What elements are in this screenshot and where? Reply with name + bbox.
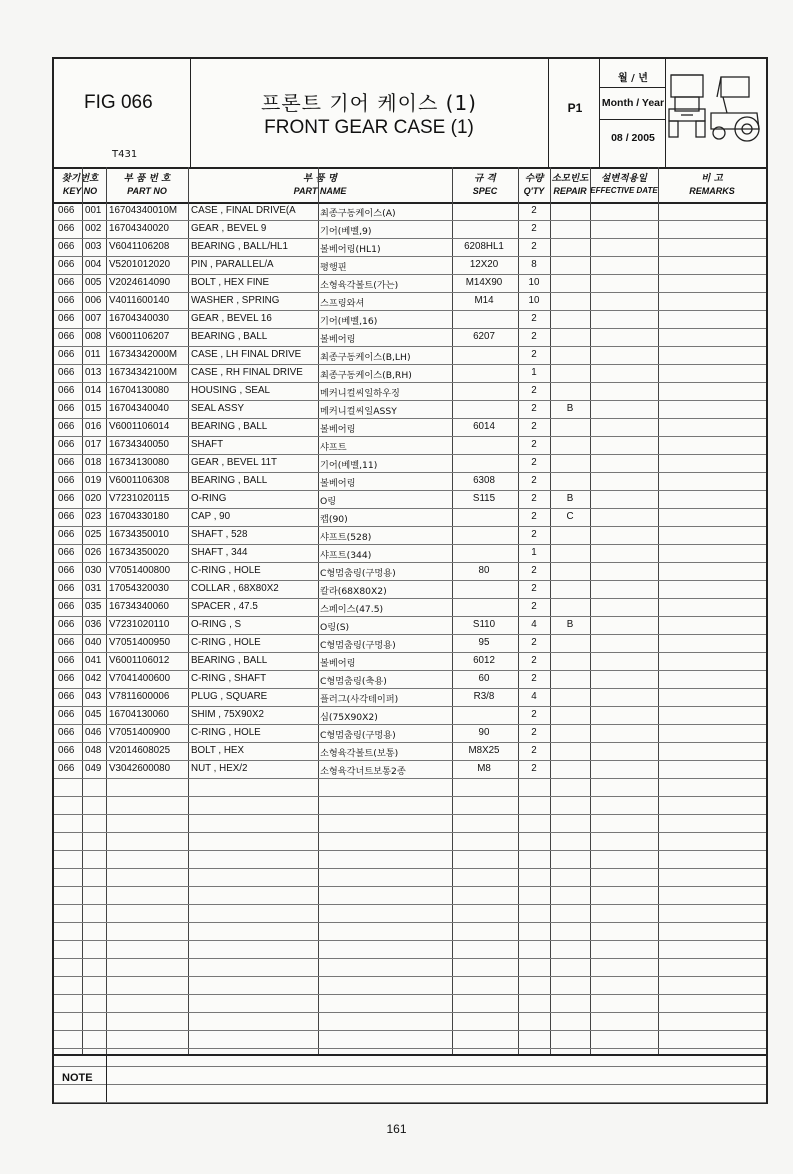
note-divider [106, 1056, 107, 1102]
cell-key: 018 [85, 457, 102, 468]
header-divider [665, 59, 666, 167]
cell-fig: 066 [58, 259, 75, 270]
cell-part: 16704130080 [109, 385, 169, 396]
cell-repair: B [566, 619, 574, 630]
cell-qty: 2 [531, 205, 537, 216]
cell-name-en: PIN , PARALLEL/A [191, 259, 274, 270]
cell-key: 004 [85, 259, 102, 270]
cell-part: 16734130080 [109, 457, 169, 468]
col-qty-en: Q'TY [523, 186, 545, 196]
cell-fig: 066 [58, 511, 75, 522]
cell-qty: 2 [531, 745, 537, 756]
cell-name-en: SHAFT , 528 [191, 529, 248, 540]
cell-key: 046 [85, 727, 102, 738]
cell-name-en: SEAL ASSY [191, 403, 245, 414]
cell-spec: M8X25 [468, 745, 500, 756]
cell-spec: 6308 [473, 475, 495, 486]
cell-fig: 066 [58, 655, 75, 666]
cell-part: V6001106308 [109, 475, 170, 486]
table-row [54, 508, 766, 527]
cell-fig: 066 [58, 619, 75, 630]
col-remarks-ko: 비 고 [701, 173, 723, 184]
month-year-label-korean: 월 / 년 [618, 73, 648, 84]
cell-part: V3042600080 [109, 763, 171, 774]
cell-qty: 10 [528, 295, 540, 306]
cell-name-ko: 샤프트 [320, 442, 347, 453]
page-code: P1 [567, 101, 583, 115]
table-row [54, 454, 766, 473]
table-row [54, 238, 766, 257]
cell-key: 049 [85, 763, 102, 774]
cell-name-ko: 소형육각볼트(가는) [320, 280, 399, 291]
cell-qty: 2 [531, 403, 537, 414]
col-effective-en: EFFECTIVE DATE [590, 186, 658, 195]
table-row [54, 490, 766, 509]
blank-row [54, 1012, 766, 1031]
col-key-en: KEY NO [62, 186, 98, 196]
cell-name-ko: C형멈춤링(구멍용) [320, 730, 396, 741]
cell-name-en: CASE , LH FINAL DRIVE [191, 349, 302, 360]
cell-key: 020 [85, 493, 102, 504]
blank-row [54, 814, 766, 833]
cell-fig: 066 [58, 727, 75, 738]
blank-row [54, 904, 766, 923]
cell-spec: 60 [478, 673, 490, 684]
cell-fig: 066 [58, 673, 75, 684]
cell-spec: 6207 [473, 331, 495, 342]
cell-repair: B [566, 493, 574, 504]
table-row [54, 382, 766, 401]
cell-spec: M14X90 [465, 277, 503, 288]
cell-qty: 2 [531, 727, 537, 738]
cell-part: 16734340050 [109, 439, 169, 450]
blank-row [54, 958, 766, 977]
cell-name-en: C-RING , HOLE [191, 565, 261, 576]
table-row [54, 544, 766, 563]
cell-key: 025 [85, 529, 102, 540]
table-row [54, 418, 766, 437]
cell-fig: 066 [58, 637, 75, 648]
table-row [54, 688, 766, 707]
blank-row [54, 922, 766, 941]
blank-row [54, 1030, 766, 1049]
cell-fig: 066 [58, 493, 75, 504]
cell-name-en: NUT , HEX/2 [191, 763, 248, 774]
cell-key: 007 [85, 313, 102, 324]
cell-name-ko: 소형육각너트보통2종 [320, 766, 406, 777]
cell-qty: 2 [531, 457, 537, 468]
sheet-header [54, 59, 766, 169]
table-row [54, 346, 766, 365]
cell-qty: 2 [531, 655, 537, 666]
cell-name-ko: 기어(베벨,16) [320, 316, 378, 327]
cell-name-ko: C형멈춤링(축용) [320, 676, 387, 687]
cell-name-ko: 샤프트(528) [320, 532, 372, 543]
cell-name-ko: 메커니컬씨일ASSY [320, 406, 397, 417]
tractor-icon [667, 69, 763, 151]
blank-row [54, 778, 766, 797]
cell-spec: 6014 [473, 421, 495, 432]
cell-spec: R3/8 [473, 691, 495, 702]
cell-name-ko: O링(S) [320, 622, 350, 633]
table-row [54, 598, 766, 617]
header-divider [548, 59, 549, 167]
figure-number: FIG 066 [84, 92, 153, 113]
col-part-ko: 부 품 번 호 [123, 173, 171, 184]
blank-row [54, 868, 766, 887]
blank-row [54, 832, 766, 851]
cell-qty: 1 [531, 547, 537, 558]
title-korean: 프론트 기어 케이스 (1) [261, 91, 477, 115]
cell-name-en: CASE , RH FINAL DRIVE [191, 367, 303, 378]
cell-name-en: BOLT , HEX FINE [191, 277, 270, 288]
cell-fig: 066 [58, 367, 75, 378]
cell-part: 16704330180 [109, 511, 169, 522]
table-row [54, 670, 766, 689]
cell-key: 002 [85, 223, 102, 234]
cell-spec: 12X20 [469, 259, 499, 270]
cell-qty: 2 [531, 565, 537, 576]
cell-name-en: GEAR , BEVEL 11T [191, 457, 278, 468]
cell-qty: 4 [531, 619, 537, 630]
cell-name-ko: O링 [320, 496, 337, 507]
table-row [54, 310, 766, 329]
cell-name-en: BEARING , BALL [191, 475, 268, 486]
cell-part: V7051400800 [109, 565, 171, 576]
cell-part: V7051400900 [109, 727, 171, 738]
table-row [54, 292, 766, 311]
cell-fig: 066 [58, 403, 75, 414]
table-row [54, 562, 766, 581]
cell-name-en: C-RING , SHAFT [191, 673, 267, 684]
cell-part: V6001106014 [109, 421, 170, 432]
table-row [54, 724, 766, 743]
cell-part: V2024614090 [109, 277, 171, 288]
table-row [54, 526, 766, 545]
cell-key: 017 [85, 439, 102, 450]
table-row [54, 706, 766, 725]
cell-part: V2014608025 [109, 745, 171, 756]
cell-key: 026 [85, 547, 102, 558]
cell-name-en: CAP , 90 [191, 511, 231, 522]
parts-sheet [52, 57, 768, 1104]
cell-name-ko: 샤프트(344) [320, 550, 372, 561]
cell-qty: 2 [531, 709, 537, 720]
table-row [54, 202, 766, 221]
table-row [54, 652, 766, 671]
table-row [54, 472, 766, 491]
cell-key: 045 [85, 709, 102, 720]
header-separator [599, 87, 665, 88]
cell-spec: M8 [477, 763, 491, 774]
col-spec-en: SPEC [472, 186, 498, 196]
cell-qty: 4 [531, 691, 537, 702]
cell-name-en: BEARING , BALL [191, 655, 268, 666]
cell-qty: 2 [531, 331, 537, 342]
cell-key: 030 [85, 565, 102, 576]
cell-name-ko: 볼베어링 [320, 658, 356, 669]
cell-part: 16704340020 [109, 223, 169, 234]
col-spec-ko: 규 격 [474, 173, 496, 184]
cell-qty: 1 [531, 367, 537, 378]
table-row [54, 274, 766, 293]
cell-part: 16704340030 [109, 313, 169, 324]
cell-key: 003 [85, 241, 102, 252]
cell-key: 042 [85, 673, 102, 684]
model-number: T431 [112, 149, 138, 160]
cell-key: 041 [85, 655, 102, 666]
cell-spec: S115 [472, 493, 496, 504]
header-separator [599, 119, 665, 120]
note-label: NOTE [62, 1072, 93, 1084]
cell-name-en: BEARING , BALL [191, 331, 268, 342]
cell-qty: 2 [531, 583, 537, 594]
table-row [54, 742, 766, 761]
cell-fig: 066 [58, 439, 75, 450]
blank-row [54, 796, 766, 815]
cell-key: 035 [85, 601, 102, 612]
cell-key: 023 [85, 511, 102, 522]
cell-name-en: C-RING , HOLE [191, 727, 261, 738]
cell-name-en: BEARING , BALL [191, 421, 268, 432]
cell-fig: 066 [58, 709, 75, 720]
table-row [54, 328, 766, 347]
cell-fig: 066 [58, 475, 75, 486]
table-row [54, 634, 766, 653]
cell-name-ko: 볼베어링(HL1) [320, 244, 381, 255]
cell-key: 005 [85, 277, 102, 288]
table-row [54, 400, 766, 419]
col-name-en: PART NAME [293, 186, 347, 196]
cell-name-ko: 스페이스(47.5) [320, 604, 384, 615]
table-row [54, 364, 766, 383]
cell-part: V4011600140 [109, 295, 170, 306]
cell-name-ko: 심(75X90X2) [320, 712, 378, 723]
cell-qty: 10 [528, 277, 540, 288]
cell-name-en: O-RING , S [191, 619, 242, 630]
col-repair-ko: 소모빈도 [551, 173, 589, 184]
cell-part: V5201012020 [109, 259, 171, 270]
cell-part: V7041400600 [109, 673, 171, 684]
table-row [54, 580, 766, 599]
cell-name-en: SHIM , 75X90X2 [191, 709, 264, 720]
cell-name-ko: 최종구동케이스(A) [320, 208, 396, 219]
col-effective-ko: 설변적용일 [601, 173, 647, 184]
month-year-value: 08 / 2005 [611, 132, 655, 144]
cell-name-en: HOUSING , SEAL [191, 385, 270, 396]
col-repair-en: REPAIR [553, 186, 587, 196]
table-row [54, 436, 766, 455]
cell-spec: 95 [478, 637, 490, 648]
cell-part: 16704340010M [109, 205, 178, 216]
cell-name-ko: 평행핀 [320, 262, 347, 273]
cell-name-ko: 칼라(68X80X2) [320, 586, 387, 597]
cell-qty: 8 [531, 259, 537, 270]
table-row [54, 256, 766, 275]
blank-row [54, 886, 766, 905]
cell-name-ko: C형멈춤링(구멍용) [320, 568, 396, 579]
cell-spec: M14 [474, 295, 494, 306]
column-header-row [54, 167, 766, 204]
cell-fig: 066 [58, 331, 75, 342]
cell-fig: 066 [58, 691, 75, 702]
cell-part: V6001106207 [109, 331, 170, 342]
cell-repair: C [566, 511, 574, 522]
cell-key: 036 [85, 619, 102, 630]
cell-name-en: SHAFT [191, 439, 224, 450]
cell-name-en: PLUG , SQUARE [191, 691, 268, 702]
title-english: FRONT GEAR CASE (1) [264, 117, 474, 138]
cell-qty: 2 [531, 511, 537, 522]
col-name-ko: 부 품 명 [302, 173, 338, 184]
cell-name-en: C-RING , HOLE [191, 637, 261, 648]
cell-spec: 80 [478, 565, 490, 576]
cell-fig: 066 [58, 295, 75, 306]
cell-qty: 2 [531, 421, 537, 432]
cell-qty: 2 [531, 637, 537, 648]
cell-key: 008 [85, 331, 102, 342]
cell-key: 040 [85, 637, 102, 648]
cell-fig: 066 [58, 313, 75, 324]
cell-qty: 2 [531, 241, 537, 252]
cell-qty: 2 [531, 763, 537, 774]
blank-row [54, 940, 766, 959]
cell-part: 17054320030 [109, 583, 169, 594]
cell-fig: 066 [58, 763, 75, 774]
month-year-label: Month / Year [601, 97, 665, 109]
cell-fig: 066 [58, 421, 75, 432]
cell-name-ko: 볼베어링 [320, 424, 356, 435]
cell-key: 031 [85, 583, 102, 594]
cell-fig: 066 [58, 583, 75, 594]
cell-key: 048 [85, 745, 102, 756]
cell-qty: 2 [531, 349, 537, 360]
col-key-ko: 찾기번호 [61, 173, 99, 184]
cell-qty: 2 [531, 673, 537, 684]
col-qty-ko: 수량 [524, 173, 544, 184]
cell-part: V7231020110 [109, 619, 170, 630]
table-row [54, 220, 766, 239]
cell-name-en: SHAFT , 344 [191, 547, 248, 558]
table-row [54, 616, 766, 635]
cell-key: 011 [85, 349, 101, 360]
cell-fig: 066 [58, 565, 75, 576]
cell-name-en: COLLAR , 68X80X2 [191, 583, 279, 594]
cell-spec: 6208HL1 [464, 241, 504, 252]
cell-fig: 066 [58, 385, 75, 396]
cell-name-ko: 최종구동케이스(B,LH) [320, 352, 411, 363]
cell-part: 16734342000M [109, 349, 178, 360]
cell-name-en: WASHER , SPRING [191, 295, 280, 306]
cell-key: 013 [85, 367, 102, 378]
cell-name-en: GEAR , BEVEL 9 [191, 223, 267, 234]
cell-part: V7231020115 [109, 493, 170, 504]
cell-fig: 066 [58, 277, 75, 288]
cell-fig: 066 [58, 547, 75, 558]
cell-name-ko: 기어(베벨,9) [320, 226, 372, 237]
cell-name-ko: 볼베어링 [320, 334, 356, 345]
cell-key: 015 [85, 403, 102, 414]
cell-fig: 066 [58, 745, 75, 756]
blank-row [54, 850, 766, 869]
cell-part: 16704130060 [109, 709, 169, 720]
cell-qty: 2 [531, 385, 537, 396]
cell-part: V6001106012 [109, 655, 170, 666]
cell-part: V6041106208 [109, 241, 170, 252]
cell-part: 16734350020 [109, 547, 169, 558]
blank-row [54, 976, 766, 995]
cell-name-ko: 메커니컬씨일하우징 [320, 388, 400, 399]
cell-name-en: BOLT , HEX [191, 745, 244, 756]
cell-part: 16734342100M [109, 367, 178, 378]
cell-qty: 2 [531, 601, 537, 612]
cell-fig: 066 [58, 529, 75, 540]
cell-name-ko: C형멈춤링(구멍용) [320, 640, 396, 651]
cell-repair: B [566, 403, 574, 414]
cell-name-en: CASE , FINAL DRIVE(A [191, 205, 296, 216]
cell-name-en: BEARING , BALL/HL1 [191, 241, 288, 252]
cell-spec: 6012 [473, 655, 495, 666]
cell-fig: 066 [58, 601, 75, 612]
cell-name-en: SPACER , 47.5 [191, 601, 258, 612]
table-row [54, 760, 766, 779]
cell-qty: 2 [531, 439, 537, 450]
cell-key: 016 [85, 421, 102, 432]
note-area [54, 1054, 766, 1102]
page-number: 161 [386, 1122, 407, 1136]
cell-fig: 066 [58, 241, 75, 252]
cell-name-ko: 스프링와셔 [320, 298, 365, 309]
cell-qty: 2 [531, 475, 537, 486]
cell-name-ko: 캡(90) [320, 514, 348, 525]
cell-key: 019 [85, 475, 102, 486]
cell-spec: S110 [472, 619, 496, 630]
cell-name-en: GEAR , BEVEL 16 [191, 313, 272, 324]
cell-qty: 2 [531, 493, 537, 504]
col-remarks-en: REMARKS [689, 186, 735, 196]
cell-part: 16704340040 [109, 403, 169, 414]
cell-fig: 066 [58, 349, 75, 360]
cell-name-ko: 플러그(사각테이퍼) [320, 694, 399, 705]
cell-key: 001 [85, 205, 102, 216]
cell-qty: 2 [531, 313, 537, 324]
cell-part: V7811600006 [109, 691, 170, 702]
cell-part: 16734340060 [109, 601, 169, 612]
cell-name-ko: 기어(베벨,11) [320, 460, 378, 471]
cell-qty: 2 [531, 223, 537, 234]
blank-row [54, 994, 766, 1013]
cell-part: V7051400950 [109, 637, 171, 648]
cell-fig: 066 [58, 457, 75, 468]
cell-name-ko: 볼베어링 [320, 478, 356, 489]
col-part-en: PART NO [127, 186, 167, 196]
cell-fig: 066 [58, 223, 75, 234]
cell-part: 16734350010 [109, 529, 169, 540]
cell-name-ko: 최종구동케이스(B,RH) [320, 370, 412, 381]
cell-spec: 90 [478, 727, 490, 738]
cell-name-en: O-RING [191, 493, 227, 504]
cell-key: 043 [85, 691, 102, 702]
cell-key: 014 [85, 385, 102, 396]
cell-key: 006 [85, 295, 102, 306]
cell-name-ko: 소형육각볼트(보통) [320, 748, 399, 759]
cell-fig: 066 [58, 205, 75, 216]
cell-qty: 2 [531, 529, 537, 540]
